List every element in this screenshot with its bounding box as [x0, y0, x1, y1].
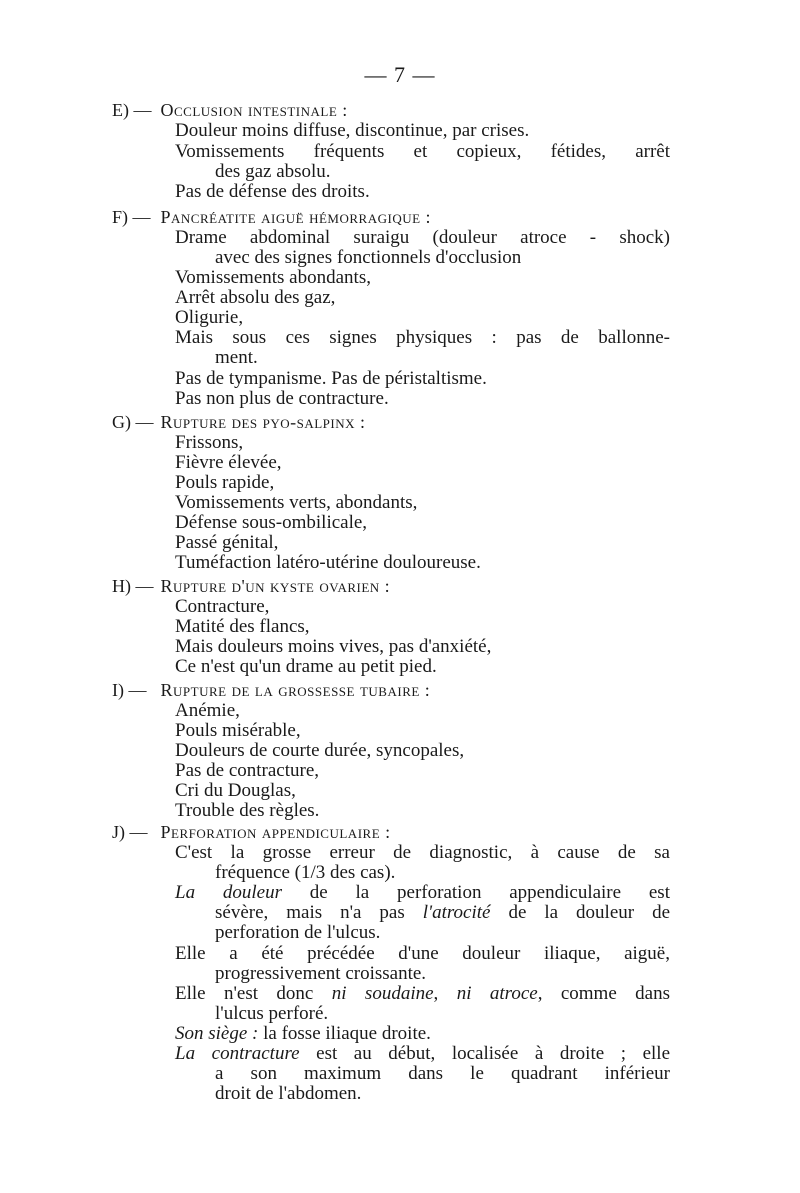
text-span: la fosse iliaque droite. — [258, 1023, 431, 1044]
page-number: — 7 — — [364, 62, 436, 87]
section-title: Rupture des pyo-salpinx : — [160, 412, 366, 432]
text-line: Matité des flancs, — [175, 616, 310, 637]
section-heading — [112, 412, 366, 432]
text-line: Pas de contracture, — [175, 760, 320, 781]
section-title: Occlusion intestinale : — [160, 100, 348, 120]
text-line: des gaz absolu. — [215, 161, 331, 182]
text-line: C'est la grosse erreur de diagnostic, à cause de sa — [175, 842, 670, 863]
italic-text: La contracture — [175, 1043, 300, 1064]
section-heading — [112, 822, 391, 842]
text-line: Vomissements verts, abondants, — [175, 492, 418, 513]
text-span: sévère, mais n'a pas — [215, 902, 423, 923]
section-title: Perforation appendiculaire : — [160, 822, 391, 842]
text-line: Contracture, — [175, 596, 270, 617]
text-line: Défense sous-ombilicale, — [175, 512, 368, 533]
section-letter: E) — — [112, 100, 152, 120]
text-line: Fièvre élevée, — [175, 452, 282, 473]
text-span: Elle n'est donc — [175, 983, 332, 1004]
italic-text: La douleur — [175, 882, 282, 903]
text-line — [175, 1024, 670, 1044]
italic-text: ni soudaine — [331, 983, 434, 1004]
text-line: Ce n'est qu'un drame au petit pied. — [175, 656, 437, 677]
section-title: Pancréatite aiguë hémorragique : — [160, 207, 432, 227]
section-letter: I) — — [112, 680, 147, 700]
section-letter: J) — — [112, 822, 148, 842]
section-heading — [112, 100, 348, 120]
text-line: fréquence (1/3 des cas). — [215, 862, 396, 883]
section-heading — [112, 576, 390, 596]
text-line: Tuméfaction latéro-utérine douloureuse. — [175, 552, 481, 573]
text-line: Oligurie, — [175, 307, 244, 328]
text-line: Pas de tympanisme. Pas de péristaltisme. — [175, 368, 487, 389]
text-line: Trouble des règles. — [175, 800, 320, 821]
text-line: Douleur moins diffuse, discontinue, par crises. — [175, 120, 530, 141]
section-heading — [112, 207, 431, 227]
text-line — [175, 883, 670, 903]
text-line — [175, 1044, 670, 1064]
section-title: Rupture de la grossesse tubaire : — [160, 680, 431, 700]
section-heading — [112, 680, 430, 700]
text-line: Vomissements fréquents et copieux, fétides, arrêt — [175, 141, 670, 162]
text-line: avec des signes fonctionnels d'occlusion — [215, 247, 522, 268]
text-line: droit de l'abdomen. — [215, 1083, 362, 1104]
text-line: l'ulcus perforé. — [215, 1003, 329, 1024]
text-line: a son maximum dans le quadrant inférieur — [215, 1063, 670, 1084]
section-title: Rupture d'un kyste ovarien : — [160, 576, 391, 596]
text-line: progressivement croissante. — [215, 963, 427, 984]
italic-text: l'atrocité — [422, 902, 491, 923]
text-line: Mais sous ces signes physiques : pas de ballonne- — [175, 327, 670, 348]
text-line: Pouls rapide, — [175, 472, 275, 493]
text-line: Drame abdominal suraigu (douleur atroce - shock) — [175, 227, 670, 248]
text-line: Arrêt absolu des gaz, — [175, 287, 336, 308]
text-line: Mais douleurs moins vives, pas d'anxiété, — [175, 636, 492, 657]
section-letter: H) — — [112, 576, 154, 596]
text-line: Pas non plus de contracture. — [175, 388, 389, 409]
text-line — [175, 984, 670, 1004]
italic-text: ni atroce — [456, 983, 538, 1004]
text-line: Frissons, — [175, 432, 244, 453]
text-span: est au début, localisée à droite ; elle — [299, 1043, 670, 1064]
text-line: Douleurs de courte durée, syncopales, — [175, 740, 465, 761]
text-line: Elle a été précédée d'une douleur iliaque, aiguë, — [175, 943, 670, 964]
text-line: ment. — [215, 347, 258, 368]
text-line: Vomissements abondants, — [175, 267, 371, 288]
text-line: Cri du Douglas, — [175, 780, 296, 801]
text-span: de la perforation appendiculaire est — [281, 882, 670, 903]
text-line: Passé génital, — [175, 532, 279, 553]
section-letter: G) — — [112, 412, 154, 432]
text-line: Anémie, — [175, 700, 240, 721]
text-line: Pas de défense des droits. — [175, 181, 370, 202]
text-line: perforation de l'ulcus. — [215, 922, 381, 943]
section-letter: F) — — [112, 207, 151, 227]
text-line: Pouls misérable, — [175, 720, 301, 741]
text-span: de la douleur de — [490, 902, 670, 923]
italic-text: Son siège : — [175, 1023, 259, 1044]
text-line — [215, 903, 670, 923]
text-span: , comme dans — [537, 983, 670, 1004]
text-span: , — [433, 983, 457, 1004]
